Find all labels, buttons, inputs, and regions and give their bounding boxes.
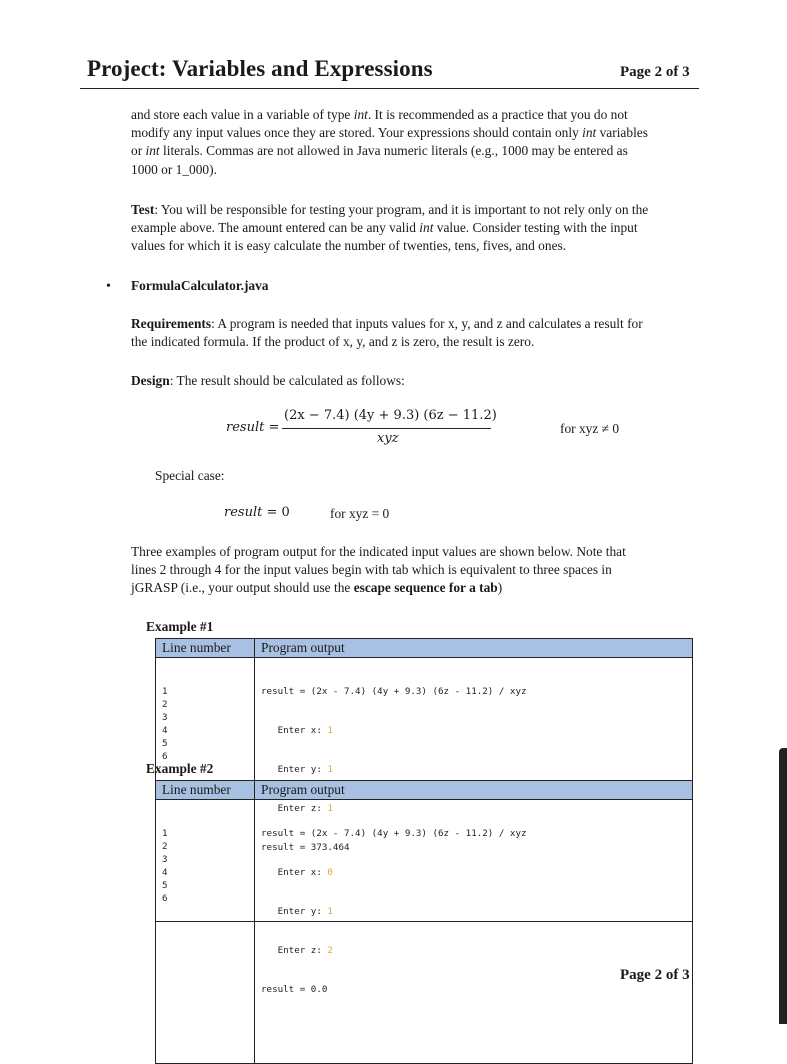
output-line: result = 373.464: [261, 842, 350, 853]
user-input-value: 0: [327, 867, 333, 878]
user-input-value: 1: [327, 764, 333, 775]
formula-numerator: (2x − 7.4) (4y + 9.3) (6z − 11.2): [284, 408, 497, 423]
output-line: Enter z: 2: [261, 945, 333, 956]
output-line: result = (2x - 7.4) (4y + 9.3) (6z - 11.2) / xyz: [261, 828, 527, 839]
scrollbar[interactable]: [779, 748, 787, 1024]
output-line: Enter y: 1: [261, 764, 333, 775]
page-number-top: Page 2 of 3: [620, 64, 690, 80]
bullet-icon: •: [106, 279, 111, 294]
intro-paragraph: and store each value in a variable of type int. It is recommended as a practice that you do not modify any input values once they are stored. Your expressions should contain only int variables or int literals. Commas are not allowed in Java numeric literals (e.g., 1000 may be entered as 1000 or 1_000).: [131, 107, 648, 177]
program-output-header: Program output: [255, 781, 693, 800]
line-number-header: Line number: [156, 781, 255, 800]
bullet-filename: FormulaCalculator.java: [131, 278, 269, 293]
test-paragraph: Test: You will be responsible for testing your program, and it is important to not rely only on the example above. The amount entered can be any valid int value. Consider testing with the input values for which it is easy calculate the number of twenties, tens, fives, and ones.: [131, 202, 649, 254]
output-line: Enter x: 0: [261, 867, 333, 878]
page-title: Project: Variables and Expressions: [87, 56, 433, 81]
output-line: Enter x: 1: [261, 725, 333, 736]
user-input-value: 1: [327, 725, 333, 736]
examples-intro-paragraph: Three examples of program output for the indicated input values are shown below. Note that lines 2 through 4 for the input values begin with tab which is equivalent to three spaces in jGRASP (i.e., your output should use the escape sequence for a tab): [131, 544, 626, 596]
line-numbers-cell: 1 2 3 4 5 6: [156, 800, 255, 1064]
formula-denominator: xyz: [377, 431, 399, 446]
special-case-label: Special case:: [155, 468, 225, 483]
formula-lhs: result =: [226, 420, 280, 435]
fraction-bar: [282, 428, 491, 429]
program-output-header: Program output: [255, 639, 693, 658]
design-heading: Design: [131, 373, 170, 388]
output-line: Enter y: 1: [261, 906, 333, 917]
formula-condition: for xyz ≠ 0: [560, 421, 620, 436]
test-heading: Test: [131, 202, 155, 217]
user-input-value: 2: [327, 945, 333, 956]
line-numbers-cell: 1 2 3 4 5 6: [156, 658, 255, 922]
requirements-heading: Requirements: [131, 316, 212, 331]
requirements-paragraph: Requirements: A program is needed that inputs values for x, y, and z and calculates a result for the indicated formula. If the product of x, y, and z is zero, the result is zero.: [131, 316, 643, 350]
output-line: result = 0.0: [261, 984, 328, 995]
user-input-value: 1: [327, 803, 333, 814]
user-input-value: 1: [327, 906, 333, 917]
page-number-bottom: Page 2 of 3: [620, 967, 690, 983]
example-1-label: Example #1: [146, 619, 214, 634]
output-line: Enter z: 1: [261, 803, 333, 814]
design-paragraph: Design: The result should be calculated as follows:: [131, 373, 405, 388]
example-2-label: Example #2: [146, 761, 214, 776]
special-case-condition: for xyz = 0: [330, 506, 390, 521]
line-number-header: Line number: [156, 639, 255, 658]
example-2-table: [155, 780, 693, 1064]
header-divider: [80, 88, 699, 89]
output-line: result = (2x - 7.4) (4y + 9.3) (6z - 11.2) / xyz: [261, 686, 527, 697]
special-case-formula: result = 0: [224, 505, 290, 520]
